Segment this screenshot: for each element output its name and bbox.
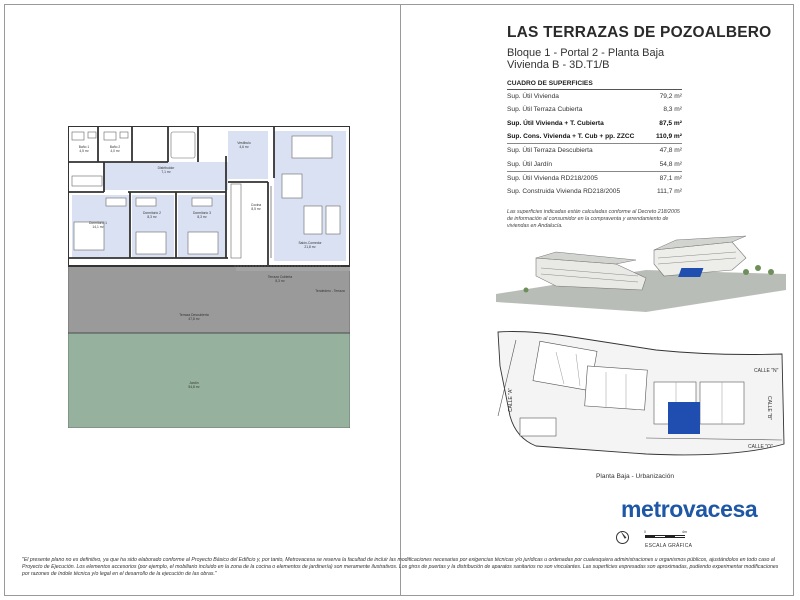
svg-text:14,1 m²: 14,1 m² [92,225,104,229]
svg-text:Salón-Comedor: Salón-Comedor [298,241,322,245]
brand-logo: metrovacesa [621,496,758,522]
svg-text:8,3 m²: 8,3 m² [147,215,157,219]
surfaces-heading: CUADRO DE SUPERFICIES [507,80,593,87]
svg-text:8,3 m²: 8,3 m² [197,215,207,219]
svg-text:Dormitorio 1: Dormitorio 1 [89,221,107,225]
building-render-image [496,228,786,312]
svg-text:Cocina: Cocina [250,203,262,207]
svg-text:Baño 2: Baño 2 [109,145,121,149]
street-label: CALLE "A" [508,387,514,412]
surface-row: Sup. Útil Vivienda 79,2 m² [507,93,682,101]
svg-text:21,8 m²: 21,8 m² [304,245,316,249]
svg-text:Terraza Descubierta: Terraza Descubierta [179,313,209,317]
surfaces-table [507,89,682,198]
surface-row: Sup. Útil Vivienda + T. Cubierta 87,5 m² [507,119,682,127]
scale-bar [645,535,685,538]
svg-text:Dormitorio 3: Dormitorio 3 [193,211,211,215]
unit-subtitle [507,47,664,71]
garden-area [68,333,350,428]
scale-label: ESCALA GRÁFICA [645,543,693,549]
block-portal-line: Bloque 1 - Portal 2 - Planta Baja [507,47,665,59]
svg-text:Jardín: Jardín [189,381,199,385]
site-plan-map [496,326,786,466]
svg-text:4,0 m²: 4,0 m² [110,149,120,153]
site-plan-caption: Planta Baja - Urbanización [595,473,675,480]
svg-text:54,8 m²: 54,8 m² [188,385,200,389]
svg-text:8,5 m²: 8,5 m² [251,207,261,211]
svg-text:Dormitorio 2: Dormitorio 2 [143,211,161,215]
column-divider [400,4,401,596]
street-label: CALLE "B" [766,396,772,421]
svg-text:Tendedero - Terraza: Tendedero - Terraza [315,289,345,293]
surface-row: Sup. Útil Terraza Cubierta 8,3 m² [507,106,682,114]
legal-disclaimer: "El presente plano no es definitivo, ya que ha sido elaborado conforme al Proyecto Básico del Edificio y, por tanto, Metrovacesa se reserva la facultad de incluir las modificaciones necesarias por exigencias técnicas y/o jurídicas u ordenadas por cualesquiera administraciones u organismos públicos, ajustándolos en todo caso al Proyecto de Ejecución. Los elementos accesorios (por ejemplo, el mobiliario incluido en la zona de la cocina o elementos de jardinería) son meramente ilustrativos. Los giros de puertas y la distribución de aparatos sanitarios no son vinculantes. Las superficies expresadas son aproximadas, pudiendo experimentar modificaciones por razones de índole técnica y/o legal en el desarrollo de la ejecución de las obras." [22,557,779,577]
svg-text:47,8 m²: 47,8 m² [188,317,200,321]
vestibule [228,131,268,179]
project-title: LAS TERRAZAS DE POZOALBERO [507,24,772,41]
surface-row: Sup. Construida Vivienda RD218/2005 111,7 m² [507,188,682,196]
svg-text:Distribuidor: Distribuidor [157,166,175,170]
surface-row: Sup. Útil Jardín 54,8 m² [507,160,682,168]
surface-row: Sup. Útil Vivienda RD218/2005 87,1 m² [507,171,682,185]
surface-row: Sup. Útil Terraza Descubierta 47,8 m² [507,143,682,157]
svg-text:4,6 m²: 4,6 m² [239,145,249,149]
surface-row: Sup. Cons. Vivienda + T. Cub + pp. ZZCC 110,9 m² [507,133,682,141]
street-label: CALLE "O" [748,444,773,450]
svg-text:8,3 m²: 8,3 m² [275,279,285,283]
terrace-descubierta-area [68,266,350,333]
scale-start: 0 [644,530,646,534]
scale-end: 4m [682,530,687,534]
unit-type-line: Vivienda B - 3D.T1/B [507,59,610,71]
svg-text:7,1 m²: 7,1 m² [161,170,171,174]
svg-text:4,5 m²: 4,5 m² [79,149,89,153]
surfaces-note: Las superficies indicadas están calculadas conforme al Decreto 218/2005 de información al consumidor en la compraventa y arrendamiento de viviendas en Andalucía. [507,209,680,229]
svg-text:Terraza Cubierta: Terraza Cubierta [267,275,293,279]
street-label: CALLE "N" [754,368,779,374]
north-arrow-icon [616,531,629,544]
floor-plan [68,126,350,428]
svg-text:Vestíbulo: Vestíbulo [237,141,251,145]
svg-text:Baño 1: Baño 1 [78,145,90,149]
unit-highlight [668,402,700,434]
